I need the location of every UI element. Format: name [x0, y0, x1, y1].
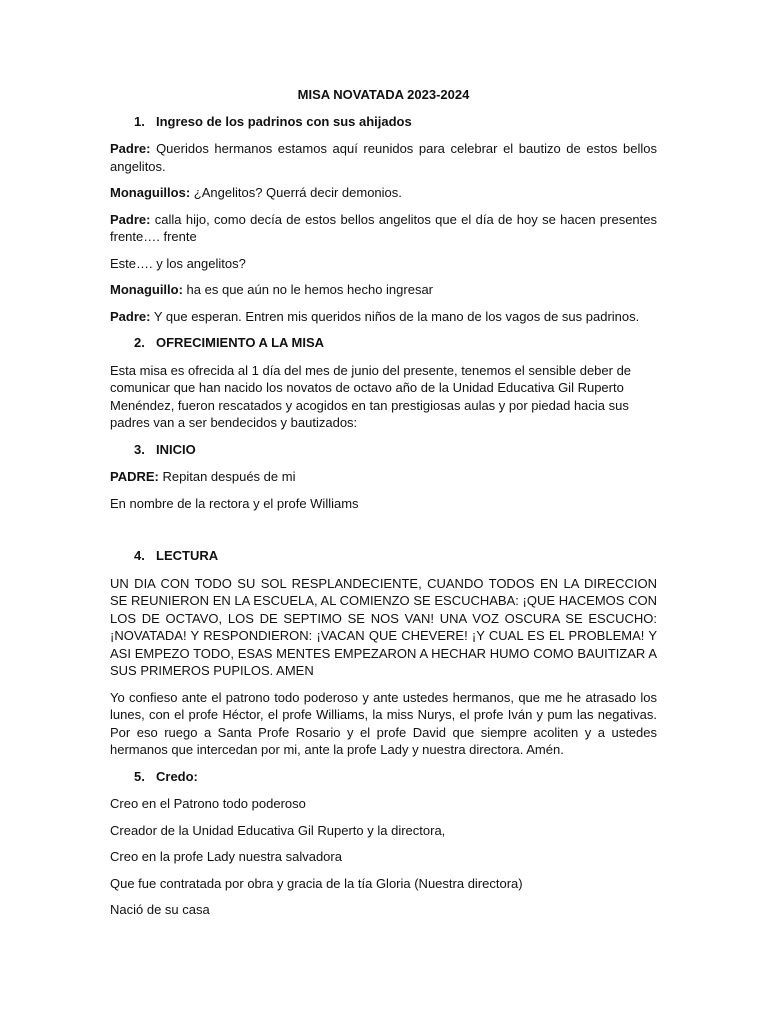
dialogue-line	[110, 211, 657, 246]
section-heading-1	[110, 113, 657, 131]
paragraph: Esta misa es ofrecida al 1 día del mes de junio del presente, tenemos el sensible deber de comunicar que han nacido los novatos de octavo año de la Unidad Educativa Gil Ruperto Menéndez, fueron rescatados y acogidos en tan prestigiosas aulas y por piedad hacia sus padres van a ser bendecidos y bautizados:	[110, 362, 632, 430]
section-heading-text: OFRECIMIENTO A LA MISA	[156, 335, 325, 350]
section-heading-5	[110, 768, 657, 786]
speaker-label: Padre:	[110, 141, 151, 156]
credo-line: Creo en el Patrono todo poderoso	[110, 796, 306, 811]
credo-line: Que fue contratada por obra y gracia de la tía Gloria (Nuestra directora)	[110, 875, 523, 891]
confession-paragraph: Yo confieso ante el patrono todo poderoso y ante ustedes hermanos, que me he atrasado los lunes, con el profe Héctor, el profe Williams, la miss Nurys, el profe Iván y pum las negativas. Por eso ruego a Santa Profe Rosario y el profe David que siempre acoliten y a ustedes hermanos que intercedan por mi, ante la profe Lady y nuestra directora. Amén.	[110, 689, 657, 757]
dialogue-text: Y que esperan. Entren mis queridos niños de la mano de los vagos de sus padrinos.	[150, 308, 640, 324]
section-heading-text: LECTURA	[156, 548, 219, 563]
dialogue-line	[110, 140, 657, 175]
section-heading-4	[110, 547, 657, 565]
section-number: 4.	[134, 548, 145, 563]
speaker-label: PADRE:	[110, 469, 159, 484]
dialogue-line	[110, 281, 657, 299]
section-heading-2	[110, 334, 657, 352]
document-title: MISA NOVATADA 2023-2024	[297, 87, 470, 102]
speaker-label: Padre:	[110, 211, 151, 227]
dialogue-line	[110, 495, 657, 513]
dialogue-text: Queridos hermanos estamos aquí reunidos para celebrar el bautizo de estos bellos angelitos.	[110, 141, 657, 174]
dialogue-text: En nombre de la rectora y el profe Williams	[110, 495, 359, 511]
dialogue-line	[110, 184, 657, 202]
section-heading-text: Ingreso de los padrinos con sus ahijados	[156, 113, 412, 129]
section-heading-3	[110, 441, 657, 459]
dialogue-line	[110, 308, 657, 326]
speaker-label: Monaguillo:	[110, 282, 183, 297]
credo-line: Creo en la profe Lady nuestra salvadora	[110, 849, 342, 864]
credo-line: Nació de su casa	[110, 902, 210, 917]
section-number: 1.	[134, 113, 145, 129]
document-page	[110, 86, 657, 928]
section-number: 2.	[134, 335, 145, 350]
section-heading-text: Credo:	[156, 768, 198, 784]
reading-paragraph: UN DIA CON TODO SU SOL RESPLANDECIENTE, CUANDO TODOS EN LA DIRECCION SE REUNIERON EN LA ESCUELA, AL COMIENZO SE ESCUCHABA: ¡QUE HACEMOS CON LOS DE OCTAVO, LOS DE SEPTIMO SE NOS VAN! UNA VOZ OSCURA SE ESCUCHO: ¡NOVATADA! Y RESPONDIERON: ¡VACAN QUE CHEVERE! ¡Y CUAL ES EL PROBLEMA! Y ASI EMPEZO TODO, ESAS MENTES EMPEZARON A HECHAR HUMO COMO BAUITIZAR A SUS PRIMEROS PUPILOS. AMEN	[110, 575, 657, 678]
section-number: 5.	[134, 768, 145, 784]
dialogue-text: ha es que aún no le hemos hecho ingresar	[182, 282, 433, 297]
section-heading-text: INICIO	[156, 441, 196, 457]
dialogue-text: Este…. y los angelitos?	[110, 255, 246, 271]
credo-line: Creador de la Unidad Educativa Gil Ruperto y la directora,	[110, 822, 446, 838]
dialogue-text: ¿Angelitos? Querrá decir demonios.	[190, 185, 402, 200]
dialogue-line	[110, 255, 657, 273]
speaker-label: Monaguillos:	[110, 185, 191, 200]
dialogue-text: calla hijo, como decía de estos bellos angelitos que el día de hoy se hacen presentes frente…. frente	[110, 211, 657, 244]
speaker-label: Padre:	[110, 308, 151, 324]
section-number: 3.	[134, 441, 145, 457]
dialogue-text: Repitan después de mi	[158, 469, 296, 484]
dialogue-line	[110, 468, 657, 486]
blank-line	[110, 521, 657, 547]
